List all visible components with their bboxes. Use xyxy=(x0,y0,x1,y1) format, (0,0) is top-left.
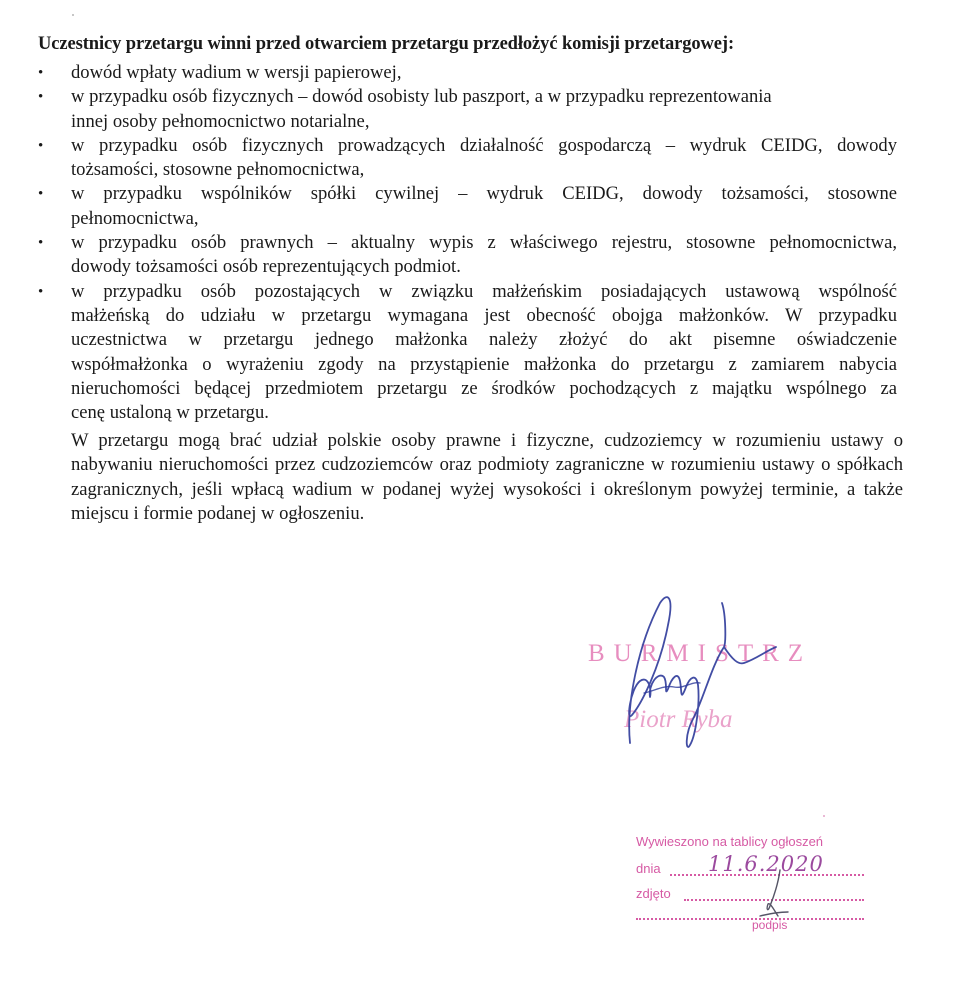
list-item-line: w przypadku osób prawnych – aktualny wypis z właściwego rejestru, stosowne pełnomocnictwa, xyxy=(71,232,897,254)
mayor-stamp-name: Piotr Ryba xyxy=(624,706,733,733)
list-item xyxy=(38,85,908,134)
posting-stamp-line1: Wywieszono na tablicy ogłoszeń xyxy=(636,834,824,849)
scan-speck xyxy=(72,14,74,16)
posting-stamp-initials xyxy=(628,830,878,940)
bullet-icon: • xyxy=(38,89,44,106)
list-item-line: w przypadku osób fizycznych prowadzących działalność gospodarczą – wydruk CEIDG, dowody xyxy=(71,134,897,156)
list-item-line: cenę ustaloną w przetargu. xyxy=(71,402,269,424)
posting-stamp-date-value: 11.6.2020 xyxy=(708,852,824,876)
bullet-icon: • xyxy=(38,65,44,81)
list-item-line: tożsamości, stosowne pełnomocnictwa, xyxy=(71,159,365,181)
list-item-line: innej osoby pełnomocnictwo notarialne, xyxy=(71,110,370,132)
posting-stamp-removed-label: zdjęto xyxy=(636,886,671,901)
list-item xyxy=(38,280,908,426)
list-item-line: w przypadku osób fizycznych – dowód osobisty lub paszport, a w przypadku reprezentowania xyxy=(71,86,772,108)
bullet-icon: • xyxy=(38,137,44,154)
bullet-icon: • xyxy=(38,186,44,203)
list-item xyxy=(38,134,908,183)
document-heading: Uczestnicy przetargu winni przed otwarciem przetargu przedłożyć komisji przetargowej: xyxy=(38,34,735,54)
mayor-stamp-title: BURMISTRZ xyxy=(588,640,813,667)
mayor-signature xyxy=(608,585,788,760)
scan-speck xyxy=(823,815,825,817)
list-item-line: w przypadku osób pozostających w związku małżeńskim posiadających ustawową wspólność xyxy=(71,280,897,302)
bullet-icon: • xyxy=(38,235,44,252)
list-item xyxy=(38,61,908,85)
list-item xyxy=(38,182,908,231)
list-item-line: w przypadku wspólników spółki cywilnej – wydruk CEIDG, dowody tożsamości, stosowne xyxy=(71,183,897,205)
requirements-list xyxy=(38,61,908,425)
list-item xyxy=(38,231,908,280)
posting-stamp-date-label: dnia xyxy=(636,861,661,876)
eligibility-paragraph: W przetargu mogą brać udział polskie osoby prawne i fizyczne, cudzoziemcy w rozumieniu ustawy o nabywaniu nieruchomości przez cudzoziemców oraz podmioty zagraniczne w rozumieniu ustawy o spółkach zagranicznych, jeśli wpłacą wadium w podanej wyżej wysokości i określonym powyżej terminie, a także miejscu i formie podanej w ogłoszeniu. xyxy=(71,430,903,524)
list-item-line: nieruchomości będącej przedmiotem przetargu ze środków pochodzących z majątku wspólnego za xyxy=(71,377,897,399)
list-item-line: dowód wpłaty wadium w wersji papierowej, xyxy=(71,62,402,83)
list-item-line: współmałżonka o wyrażeniu zgody na przystąpienie małżonka do przetargu z zamiarem nabycia xyxy=(71,353,897,375)
list-item-line: małżeńską do udziału w przetargu wymagana jest obecność obojga małżonków. W przypadku xyxy=(71,304,897,326)
list-item-line: uczestnictwa w przetargu jednego małżonka należy złożyć do akt pisemne oświadczenie xyxy=(71,329,897,351)
posting-stamp-signature-label: podpis xyxy=(752,918,788,932)
bullet-icon: • xyxy=(38,283,44,300)
list-item-line: pełnomocnictwa, xyxy=(71,207,199,229)
list-item-line: dowody tożsamości osób reprezentujących podmiot. xyxy=(71,256,461,278)
